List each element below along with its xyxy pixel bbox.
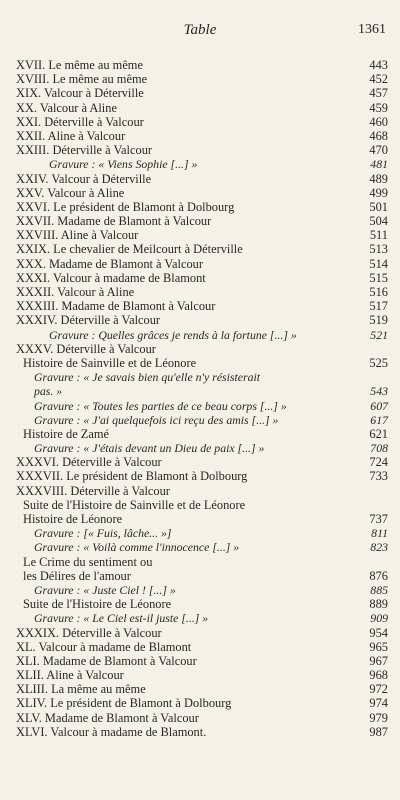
toc-entry-page: 823 [370, 540, 388, 555]
toc-entry-title: Gravure : « J'étais devant un Dieu de paix [...] » [34, 441, 265, 456]
toc-entry-page: 460 [369, 114, 388, 129]
toc-entry-page: 501 [369, 199, 388, 214]
toc-entry-page: 525 [369, 355, 388, 370]
toc-entry [16, 86, 388, 100]
toc-entry-page: 885 [370, 582, 388, 597]
toc-entry-title: Histoire de Sainville et de Léonore [23, 355, 197, 370]
page-header [0, 22, 400, 44]
toc-entry-page: 457 [369, 86, 388, 101]
toc-entry-title: Gravure : « J'ai quelquefois ici reçu des amis [...] » [34, 412, 279, 427]
toc-entry [16, 682, 388, 696]
toc-entry-title: XLII. Aline à Valcour [16, 668, 124, 683]
toc-entry [16, 200, 388, 214]
toc-entry-title: Gravure : Quelles grâces je rends à la fortune [...] » [49, 327, 297, 342]
toc-entry-page: 987 [369, 724, 388, 739]
toc-entry-page: 514 [369, 256, 388, 271]
toc-entry-page: 515 [369, 270, 388, 285]
toc-entry-title: XXIV. Valcour à Déterville [16, 171, 152, 186]
toc-entry [16, 72, 388, 86]
toc-entry [16, 186, 388, 200]
toc-entry-title: XXXIX. Déterville à Valcour [16, 625, 162, 640]
toc-entry-title: XXVI. Le président de Blamont à Dolbourg [16, 199, 235, 214]
toc-entry-title: XXVIII. Aline à Valcour [16, 228, 139, 243]
toc-entry-title: XXII. Aline à Valcour [16, 128, 126, 143]
toc-engraving-entry [16, 441, 388, 455]
toc-entry [16, 242, 388, 256]
toc-entry-page: 459 [369, 100, 388, 115]
toc-entry-title: Gravure : « Viens Sophie [...] » [49, 157, 198, 172]
toc-entry [16, 214, 388, 228]
toc-entry-title: Gravure : « Voilà comme l'innocence [...] » [34, 540, 240, 555]
toc-entry-title: XL. Valcour à madame de Blamont [16, 639, 192, 654]
toc-entry [16, 228, 388, 242]
toc-entry-page: 443 [369, 58, 388, 72]
toc-entry-page: 889 [369, 597, 388, 612]
toc-entry-page: 811 [371, 526, 388, 541]
toc-engraving-entry [16, 413, 388, 427]
toc-engraving-entry [16, 157, 388, 171]
toc-entry-page: 954 [369, 625, 388, 640]
toc-entry-page: 979 [369, 710, 388, 725]
toc-entry [16, 555, 388, 569]
toc-entry-title: XXXVII. Le président de Blamont à Dolbourg [16, 469, 248, 484]
toc-entry-title: Suite de l'Histoire de Léonore [23, 597, 172, 612]
toc-entry-title: Gravure : « Le Ciel est-il juste [...] » [34, 611, 209, 626]
toc-entry-title: XLVI. Valcour à madame de Blamont. [16, 724, 207, 739]
toc-entry-title: Histoire de Léonore [23, 512, 123, 526]
toc-entry [16, 58, 388, 72]
toc-entry-page: 876 [369, 568, 388, 583]
toc-entry-page: 499 [369, 185, 388, 200]
toc-entry-title: XXI. Déterville à Valcour [16, 114, 144, 129]
toc-entry-title: Gravure : « Juste Ciel ! [...] » [34, 582, 176, 597]
toc-entry-title: XXIX. Le chevalier de Meilcourt à Déterville [16, 242, 243, 257]
toc-entry [16, 484, 388, 498]
toc-entry [16, 626, 388, 640]
toc-entry-title: Histoire de Zamé [23, 426, 110, 441]
toc-engraving-entry [16, 583, 388, 597]
toc-entry [16, 569, 388, 583]
toc-entry-page: 909 [370, 611, 388, 626]
toc-entry-title: XXXI. Valcour à madame de Blamont [16, 270, 206, 285]
toc-entry-title: XXX. Madame de Blamont à Valcour [16, 256, 203, 271]
toc-entry-title: XIX. Valcour à Déterville [16, 86, 144, 101]
toc-entry [16, 597, 388, 611]
toc-entry-title: Gravure : « Je savais bien qu'elle n'y résisterait [34, 370, 261, 385]
toc-entry-title: Le Crime du sentiment ou [23, 554, 153, 569]
toc-engraving-entry [16, 399, 388, 413]
toc-entry [16, 143, 388, 157]
toc-entry [16, 115, 388, 129]
toc-entry-page: 621 [369, 426, 388, 441]
toc-entry-page: 724 [369, 455, 388, 470]
toc-engraving-entry [16, 540, 388, 554]
toc-entry-title: XLIII. La même au même [16, 682, 146, 697]
toc-entry [16, 285, 388, 299]
running-title: Table [183, 22, 217, 38]
toc-entry [16, 313, 388, 327]
toc-entry-page: 737 [369, 512, 388, 526]
toc-engraving-entry [16, 370, 388, 384]
toc-entry-page: 452 [369, 72, 388, 87]
toc-entry [16, 654, 388, 668]
toc-entry-title: Suite de l'Histoire de Sainville et de Léonore [23, 497, 246, 512]
toc-entry [16, 172, 388, 186]
toc-entry-page: 504 [369, 214, 388, 229]
toc-entry [16, 725, 388, 739]
toc-entry [16, 469, 388, 483]
toc-entry-title: XLI. Madame de Blamont à Valcour [16, 653, 197, 668]
toc-entry [16, 668, 388, 682]
toc-engraving-entry [16, 328, 388, 342]
toc-entry-title: XXXII. Valcour à Aline [16, 285, 135, 299]
toc-entry-title: XXVII. Madame de Blamont à Valcour [16, 214, 212, 229]
toc-entry [16, 342, 388, 356]
toc-entry [16, 271, 388, 285]
page-number: 1361 [358, 22, 386, 37]
toc-entry [16, 299, 388, 313]
toc-entry-page: 607 [370, 398, 388, 413]
toc-entry-page: 513 [369, 242, 388, 257]
toc-entry-page: 481 [370, 157, 388, 172]
toc-entry-page: 965 [369, 639, 388, 654]
toc-engraving-entry [16, 611, 388, 625]
toc-entry [16, 101, 388, 115]
toc-entry-page: 519 [369, 313, 388, 328]
toc-entry-page: 521 [370, 327, 388, 342]
toc-entry [16, 257, 388, 271]
toc-entry [16, 356, 388, 370]
toc-entry-title: XXV. Valcour à Aline [16, 185, 125, 200]
toc-entry-title: XXXIII. Madame de Blamont à Valcour [16, 299, 216, 314]
toc-entry-title: XVII. Le même au même [16, 58, 143, 72]
toc-entry-title: pas. » [34, 384, 63, 399]
toc-entry [16, 512, 388, 526]
toc-entry [16, 640, 388, 654]
toc-entry-page: 708 [370, 441, 388, 456]
toc-entry-page: 733 [369, 469, 388, 484]
toc-entry-title: XVIII. Le même au même [16, 72, 148, 87]
toc-engraving-entry [16, 384, 388, 398]
toc-entry [16, 498, 388, 512]
table-of-contents [16, 58, 388, 739]
toc-entry-title: les Délires de l'amour [23, 568, 131, 583]
toc-entry-title: XXXVI. Déterville à Valcour [16, 455, 162, 470]
toc-entry-title: XXIII. Déterville à Valcour [16, 143, 153, 158]
toc-entry-title: XLV. Madame de Blamont à Valcour [16, 710, 199, 725]
toc-entry-page: 468 [369, 128, 388, 143]
toc-entry [16, 696, 388, 710]
toc-entry-title: Gravure : « Toutes les parties de ce beau corps [...] » [34, 398, 287, 413]
toc-engraving-entry [16, 526, 388, 540]
toc-entry [16, 711, 388, 725]
toc-entry-page: 511 [369, 228, 388, 243]
toc-entry-page: 974 [369, 696, 388, 711]
toc-entry [16, 455, 388, 469]
toc-entry-title: XXXV. Déterville à Valcour [16, 341, 156, 356]
toc-entry-title: XXXIV. Déterville à Valcour [16, 313, 161, 328]
toc-entry-page: 517 [369, 299, 388, 314]
toc-entry [16, 129, 388, 143]
toc-entry-page: 489 [369, 171, 388, 186]
toc-entry-title: XXXVIII. Déterville à Valcour [16, 483, 170, 498]
toc-entry-page: 967 [369, 653, 388, 668]
toc-entry [16, 427, 388, 441]
toc-entry-page: 968 [369, 668, 388, 683]
toc-entry-page: 516 [369, 285, 388, 299]
toc-entry-page: 470 [369, 143, 388, 158]
toc-entry-title: XX. Valcour à Aline [16, 100, 117, 115]
toc-entry-page: 617 [370, 412, 388, 427]
toc-entry-title: Gravure : [« Fuis, lâche... »] [34, 526, 172, 541]
toc-entry-page: 543 [370, 384, 388, 399]
toc-entry-page: 972 [369, 682, 388, 697]
toc-entry-title: XLIV. Le président de Blamont à Dolbourg [16, 696, 232, 711]
